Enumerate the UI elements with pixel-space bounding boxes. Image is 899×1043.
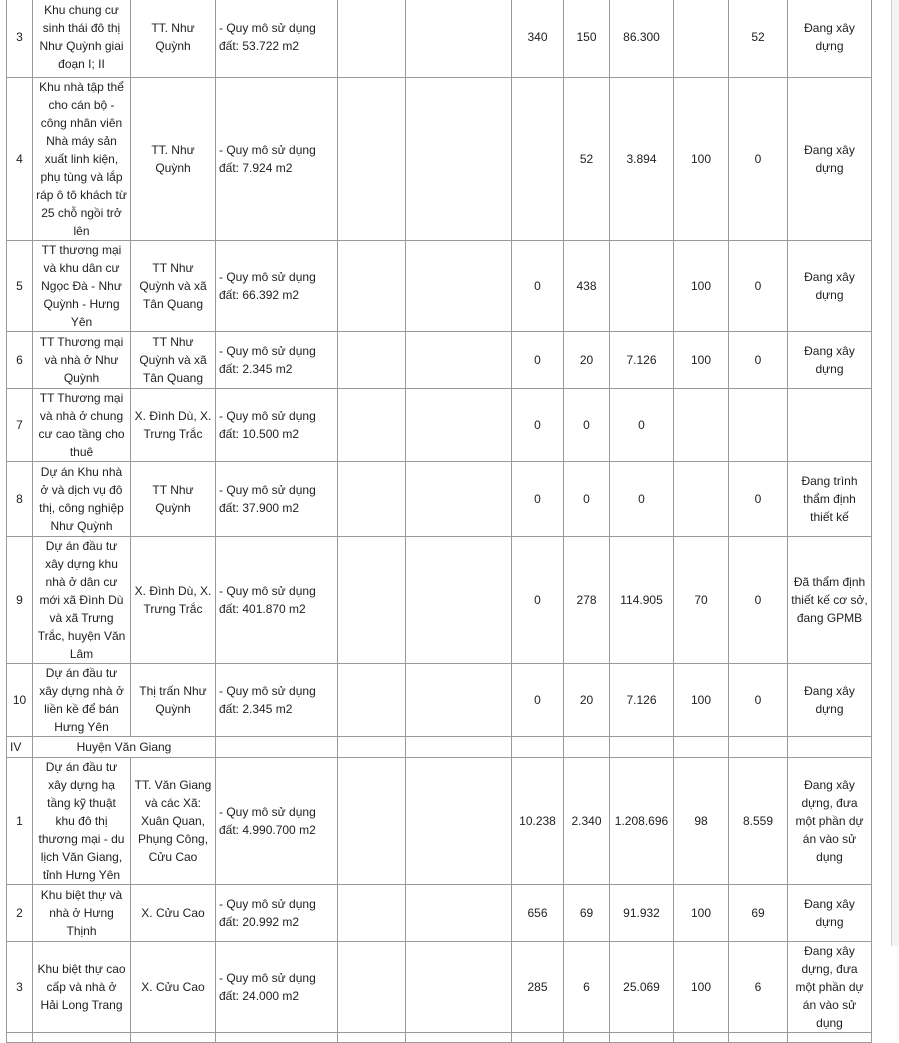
projects-table xyxy=(6,0,872,1043)
empty-cell xyxy=(729,1033,788,1043)
location-cell: X. Đình Dù, X. Trưng Trắc xyxy=(131,537,216,664)
col-d-cell: 52 xyxy=(564,78,610,241)
empty-cell xyxy=(674,1033,729,1043)
col-g-cell: 52 xyxy=(729,0,788,78)
col-e-cell: 1.208.696 xyxy=(610,758,674,885)
empty-cell xyxy=(338,737,406,758)
table-row-partial xyxy=(7,1033,872,1043)
location-cell: X. Cửu Cao xyxy=(131,885,216,942)
col-a-cell xyxy=(338,758,406,885)
col-d-cell: 438 xyxy=(564,241,610,332)
col-g-cell: 0 xyxy=(729,241,788,332)
empty-cell xyxy=(406,1033,512,1043)
location-cell: TT Như Quỳnh xyxy=(131,462,216,537)
col-a-cell xyxy=(338,78,406,241)
table-row xyxy=(7,942,872,1033)
empty-cell xyxy=(512,737,564,758)
location-cell: X. Đình Dù, X. Trưng Trắc xyxy=(131,389,216,462)
empty-cell xyxy=(788,737,872,758)
col-d-cell: 20 xyxy=(564,664,610,737)
col-f-cell: 98 xyxy=(674,758,729,885)
col-d-cell: 20 xyxy=(564,332,610,389)
col-f-cell: 100 xyxy=(674,78,729,241)
col-a-cell xyxy=(338,537,406,664)
table-row xyxy=(7,758,872,885)
empty-cell xyxy=(610,737,674,758)
scale-cell: - Quy mô sử dụng đất: 20.992 m2 xyxy=(216,885,338,942)
status-cell: Đang xây dựng, đưa một phần dự án vào sử dụng xyxy=(788,942,872,1033)
col-d-cell: 0 xyxy=(564,389,610,462)
col-f-cell: 70 xyxy=(674,537,729,664)
col-d-cell: 278 xyxy=(564,537,610,664)
name-cell: Dự án đầu tư xây dựng nhà ở liền kề để bán Hưng Yên xyxy=(33,664,131,737)
status-cell xyxy=(788,389,872,462)
col-c-cell: 285 xyxy=(512,942,564,1033)
location-cell: TT Như Quỳnh và xã Tân Quang xyxy=(131,332,216,389)
empty-cell xyxy=(406,737,512,758)
col-f-cell: 100 xyxy=(674,241,729,332)
col-a-cell xyxy=(338,332,406,389)
stt-cell: 1 xyxy=(7,758,33,885)
col-a-cell xyxy=(338,462,406,537)
col-e-cell: 114.905 xyxy=(610,537,674,664)
scale-cell: - Quy mô sử dụng đất: 53.722 m2 xyxy=(216,0,338,78)
empty-cell xyxy=(216,737,338,758)
table-row xyxy=(7,885,872,942)
stt-cell: 10 xyxy=(7,664,33,737)
name-cell: Khu chung cư sinh thái đô thị Như Quỳnh giai đoạn I; II xyxy=(33,0,131,78)
name-cell: Khu biệt thự cao cấp và nhà ở Hải Long Trang xyxy=(33,942,131,1033)
col-e-cell: 0 xyxy=(610,462,674,537)
col-f-cell: 100 xyxy=(674,332,729,389)
scale-cell: - Quy mô sử dụng đất: 37.900 m2 xyxy=(216,462,338,537)
col-c-cell: 0 xyxy=(512,389,564,462)
col-g-cell: 6 xyxy=(729,942,788,1033)
table-row xyxy=(7,664,872,737)
col-g-cell: 8.559 xyxy=(729,758,788,885)
stt-cell: 9 xyxy=(7,537,33,664)
col-e-cell: 91.932 xyxy=(610,885,674,942)
name-cell: Dự án đầu tư xây dựng khu nhà ở dân cư mới xã Đình Dù và xã Trưng Trắc, huyện Văn Lâm xyxy=(33,537,131,664)
col-c-cell: 340 xyxy=(512,0,564,78)
empty-cell xyxy=(131,1033,216,1043)
name-cell: TT Thương mại và nhà ở chung cư cao tầng cho thuê xyxy=(33,389,131,462)
status-cell: Đang xây dựng xyxy=(788,0,872,78)
name-cell: TT thương mại và khu dân cư Ngọc Đà - Như Quỳnh - Hưng Yên xyxy=(33,241,131,332)
col-g-cell: 0 xyxy=(729,332,788,389)
empty-cell xyxy=(216,1033,338,1043)
col-g-cell: 0 xyxy=(729,462,788,537)
section-title-cell: Huyện Văn Giang xyxy=(33,737,216,758)
col-a-cell xyxy=(338,664,406,737)
status-cell: Đang xây dựng xyxy=(788,664,872,737)
scale-cell: - Quy mô sử dụng đất: 4.990.700 m2 xyxy=(216,758,338,885)
col-b-cell xyxy=(406,462,512,537)
empty-cell xyxy=(610,1033,674,1043)
col-c-cell xyxy=(512,78,564,241)
col-e-cell: 3.894 xyxy=(610,78,674,241)
scale-cell: - Quy mô sử dụng đất: 2.345 m2 xyxy=(216,332,338,389)
col-c-cell: 0 xyxy=(512,241,564,332)
col-a-cell xyxy=(338,241,406,332)
status-cell: Đang xây dựng xyxy=(788,78,872,241)
col-g-cell: 0 xyxy=(729,664,788,737)
col-b-cell xyxy=(406,241,512,332)
col-g-cell: 0 xyxy=(729,78,788,241)
empty-cell xyxy=(338,1033,406,1043)
stt-cell: 4 xyxy=(7,78,33,241)
col-d-cell: 69 xyxy=(564,885,610,942)
location-cell: TT Như Quỳnh và xã Tân Quang xyxy=(131,241,216,332)
section-row xyxy=(7,737,872,758)
empty-cell xyxy=(564,1033,610,1043)
status-cell: Đang xây dựng xyxy=(788,885,872,942)
col-c-cell: 656 xyxy=(512,885,564,942)
status-cell: Đang xây dựng xyxy=(788,241,872,332)
col-d-cell: 6 xyxy=(564,942,610,1033)
name-cell: Dự án đầu tư xây dựng hạ tầng kỹ thuật khu đô thị thương mại - du lịch Văn Giang, tỉnh Hưng Yên xyxy=(33,758,131,885)
empty-cell xyxy=(7,1033,33,1043)
scale-cell: - Quy mô sử dụng đất: 401.870 m2 xyxy=(216,537,338,664)
table-row xyxy=(7,537,872,664)
col-e-cell: 0 xyxy=(610,389,674,462)
col-c-cell: 0 xyxy=(512,537,564,664)
table-row xyxy=(7,78,872,241)
col-b-cell xyxy=(406,78,512,241)
col-g-cell: 0 xyxy=(729,537,788,664)
col-c-cell: 0 xyxy=(512,332,564,389)
table-row xyxy=(7,389,872,462)
col-f-cell: 100 xyxy=(674,885,729,942)
col-d-cell: 2.340 xyxy=(564,758,610,885)
location-cell: X. Cửu Cao xyxy=(131,942,216,1033)
col-f-cell: 100 xyxy=(674,942,729,1033)
empty-cell xyxy=(729,737,788,758)
table-row xyxy=(7,332,872,389)
col-b-cell xyxy=(406,885,512,942)
col-b-cell xyxy=(406,942,512,1033)
name-cell: Dự án Khu nhà ở và dịch vụ đô thị, công nghiệp Như Quỳnh xyxy=(33,462,131,537)
col-b-cell xyxy=(406,0,512,78)
scale-cell: - Quy mô sử dụng đất: 7.924 m2 xyxy=(216,78,338,241)
stt-cell: 8 xyxy=(7,462,33,537)
col-b-cell xyxy=(406,537,512,664)
col-b-cell xyxy=(406,332,512,389)
stt-cell: 2 xyxy=(7,885,33,942)
stt-cell: 7 xyxy=(7,389,33,462)
stt-cell: 3 xyxy=(7,0,33,78)
col-b-cell xyxy=(406,758,512,885)
name-cell: TT Thương mại và nhà ở Như Quỳnh xyxy=(33,332,131,389)
col-f-cell xyxy=(674,462,729,537)
empty-cell xyxy=(788,1033,872,1043)
col-c-cell: 10.238 xyxy=(512,758,564,885)
col-f-cell: 100 xyxy=(674,664,729,737)
empty-cell xyxy=(564,737,610,758)
col-e-cell: 25.069 xyxy=(610,942,674,1033)
scale-cell: - Quy mô sử dụng đất: 24.000 m2 xyxy=(216,942,338,1033)
scale-cell: - Quy mô sử dụng đất: 2.345 m2 xyxy=(216,664,338,737)
location-cell: Thị trấn Như Quỳnh xyxy=(131,664,216,737)
location-cell: TT. Văn Giang và các Xã: Xuân Quan, Phụng Công, Cửu Cao xyxy=(131,758,216,885)
scrollbar-edge xyxy=(891,0,899,946)
col-e-cell xyxy=(610,241,674,332)
section-number-cell: IV xyxy=(7,737,33,758)
col-d-cell: 150 xyxy=(564,0,610,78)
scale-cell: - Quy mô sử dụng đất: 66.392 m2 xyxy=(216,241,338,332)
stt-cell: 6 xyxy=(7,332,33,389)
col-g-cell xyxy=(729,389,788,462)
col-a-cell xyxy=(338,389,406,462)
col-f-cell xyxy=(674,389,729,462)
col-g-cell: 69 xyxy=(729,885,788,942)
col-a-cell xyxy=(338,885,406,942)
stt-cell: 5 xyxy=(7,241,33,332)
col-b-cell xyxy=(406,389,512,462)
table-row xyxy=(7,241,872,332)
col-e-cell: 7.126 xyxy=(610,332,674,389)
stt-cell: 3 xyxy=(7,942,33,1033)
name-cell: Khu biệt thự và nhà ở Hưng Thịnh xyxy=(33,885,131,942)
location-cell: TT. Như Quỳnh xyxy=(131,0,216,78)
col-b-cell xyxy=(406,664,512,737)
table-row xyxy=(7,0,872,78)
location-cell: TT. Như Quỳnh xyxy=(131,78,216,241)
col-a-cell xyxy=(338,942,406,1033)
table-row xyxy=(7,462,872,537)
col-e-cell: 86.300 xyxy=(610,0,674,78)
empty-cell xyxy=(33,1033,131,1043)
scale-cell: - Quy mô sử dụng đất: 10.500 m2 xyxy=(216,389,338,462)
status-cell: Đã thẩm định thiết kế cơ sở, đang GPMB xyxy=(788,537,872,664)
table-body xyxy=(7,0,872,1043)
col-e-cell: 7.126 xyxy=(610,664,674,737)
col-d-cell: 0 xyxy=(564,462,610,537)
status-cell: Đang xây dựng, đưa một phần dự án vào sử dụng xyxy=(788,758,872,885)
col-c-cell: 0 xyxy=(512,462,564,537)
status-cell: Đang xây dựng xyxy=(788,332,872,389)
col-f-cell xyxy=(674,0,729,78)
col-c-cell: 0 xyxy=(512,664,564,737)
name-cell: Khu nhà tập thể cho cán bộ - công nhân viên Nhà máy sản xuất linh kiện, phụ tùng và lắp ráp ô tô khách từ 25 chỗ ngồi trở lên xyxy=(33,78,131,241)
empty-cell xyxy=(674,737,729,758)
status-cell: Đang trình thẩm định thiết kế xyxy=(788,462,872,537)
empty-cell xyxy=(512,1033,564,1043)
col-a-cell xyxy=(338,0,406,78)
